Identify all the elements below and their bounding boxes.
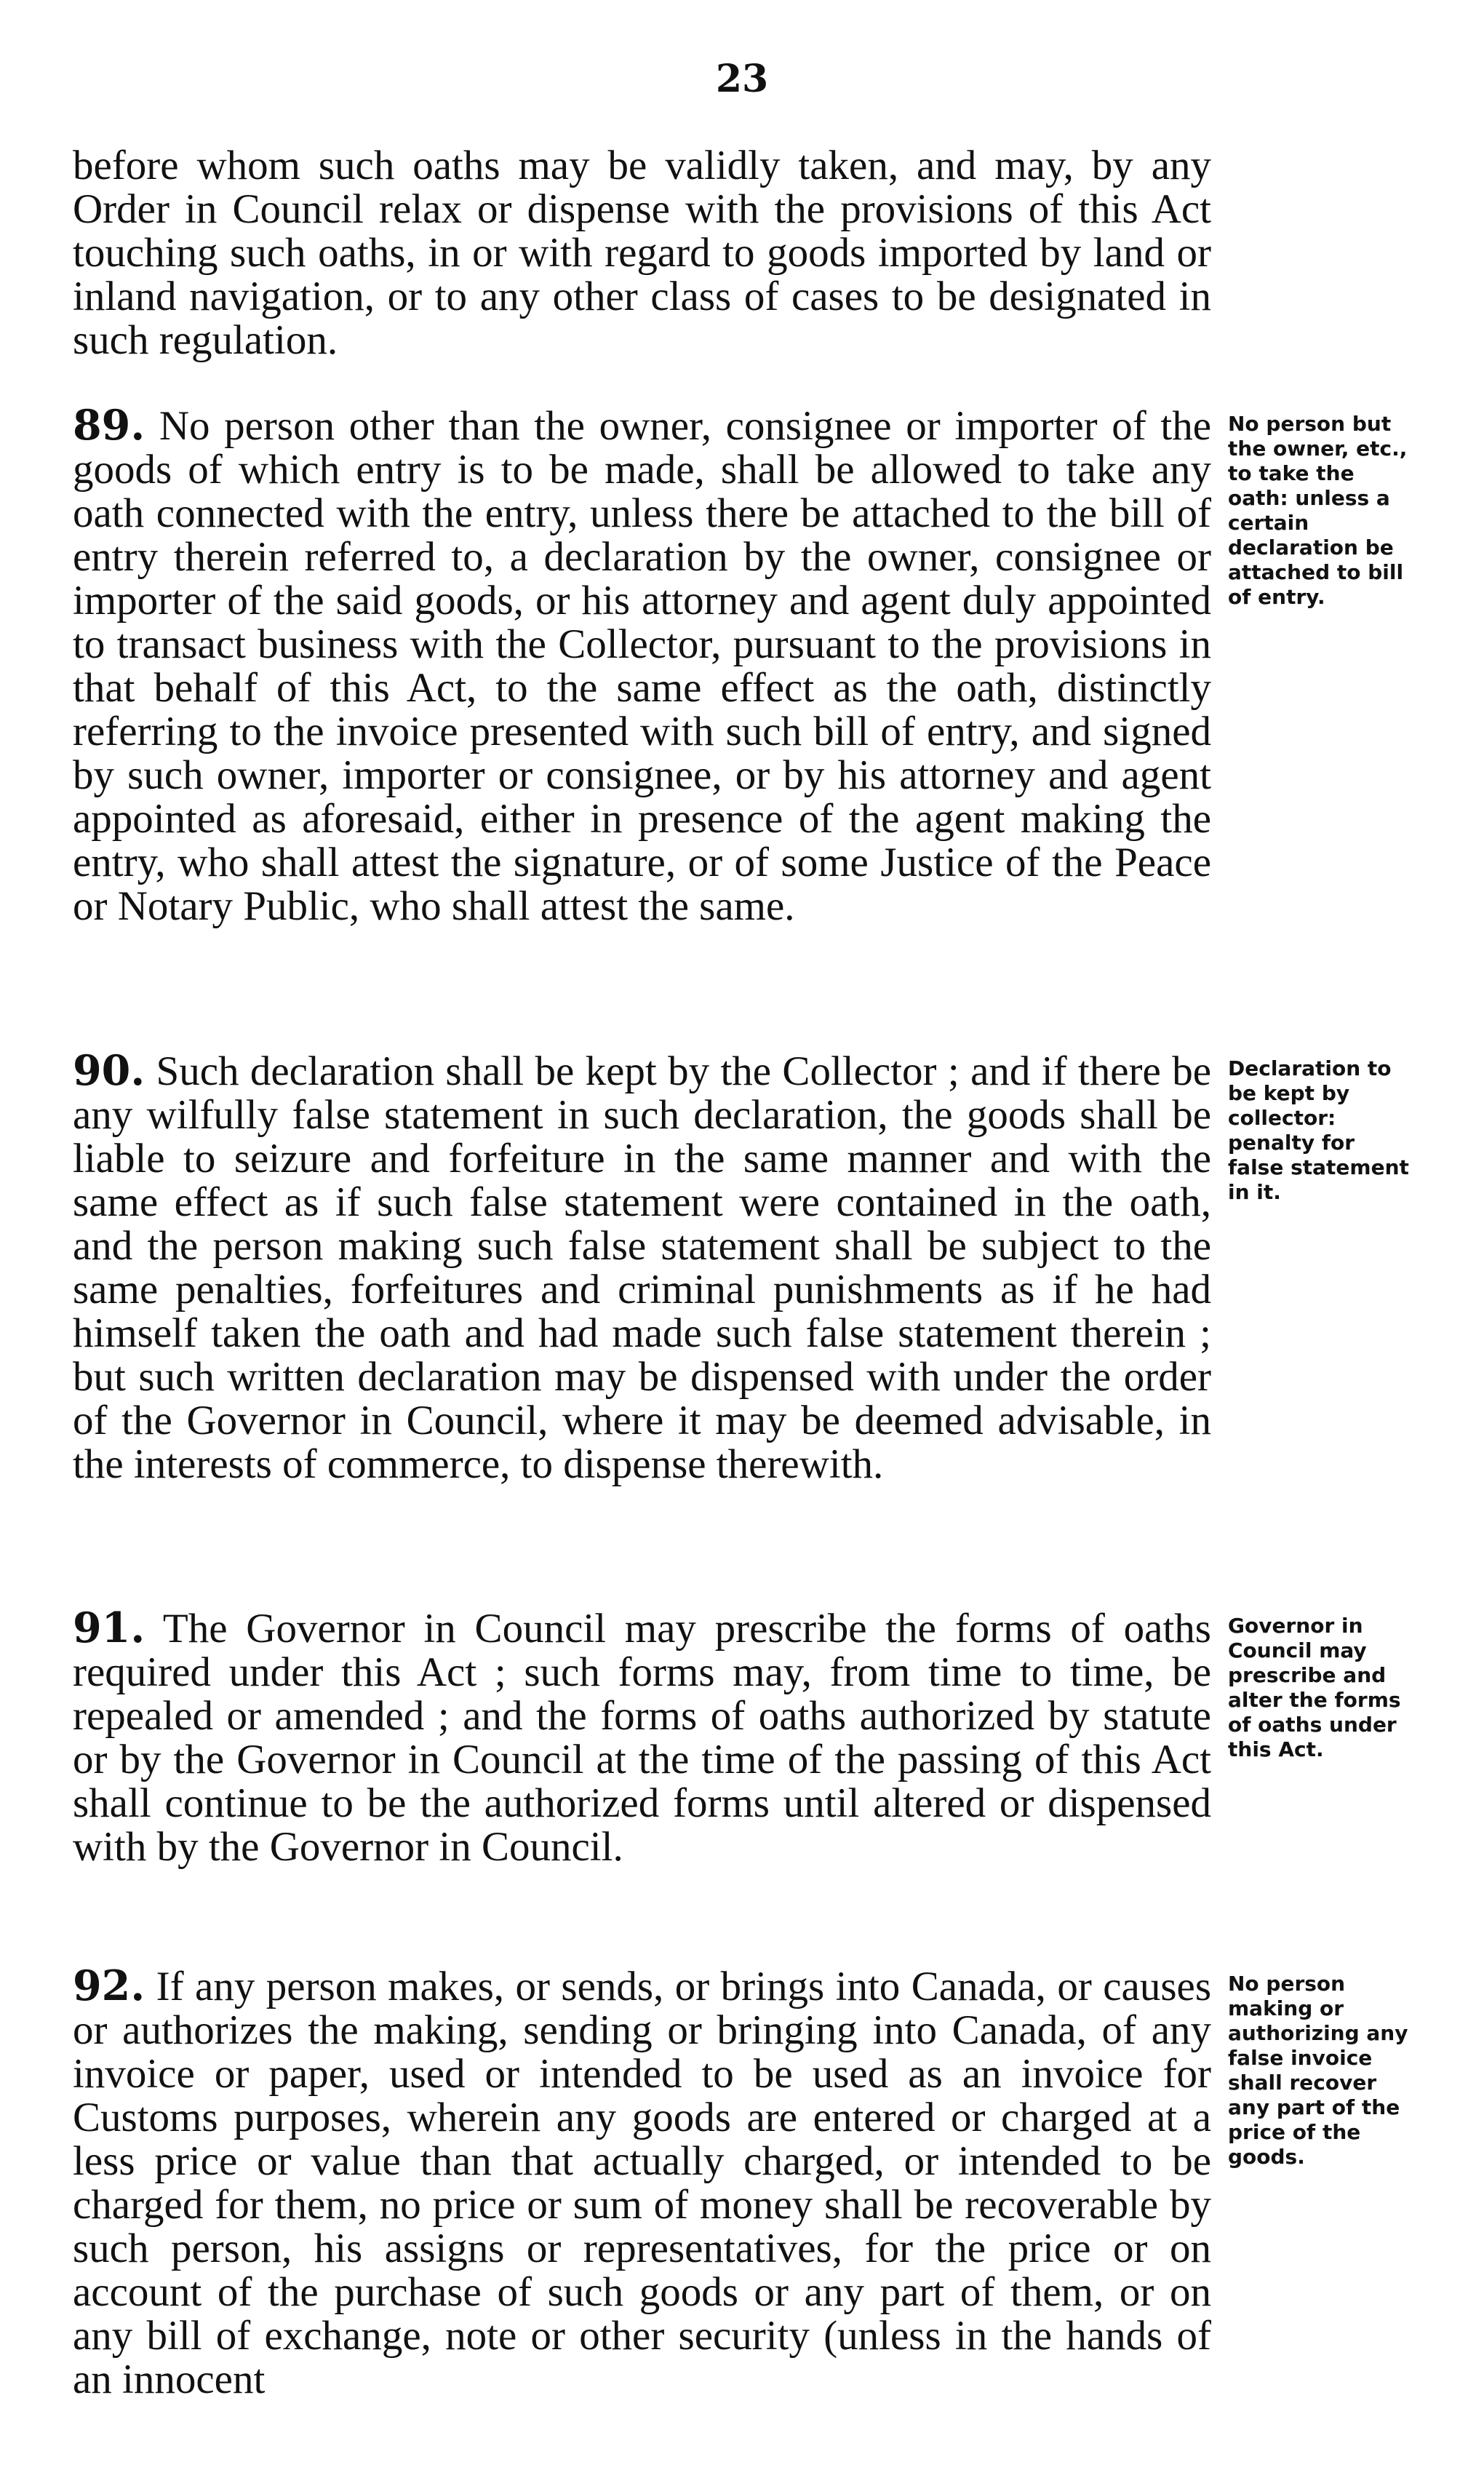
page-number: 23 <box>715 57 769 101</box>
section-91 <box>73 1603 1211 1870</box>
margin-note-92: No person making or authorizing any false invoice shall recover any part of the price of the goods. <box>1228 1972 1408 2169</box>
section-number: 90. <box>73 1046 145 1095</box>
section-number: 92. <box>73 1961 145 2010</box>
section-text: The Governor in Council may prescribe the forms of oaths required under this Act ; such forms may, from time to time, be repealed or amended ; and the forms of oaths authorized by statute or by the Governor in Council at the time of the passing of this Act shall continue to be the authorized forms until altered or dispensed with by the Governor in Council. <box>73 1606 1211 1870</box>
margin-note-90: Declaration to be kept by collector: penalty for false statement in it. <box>1228 1056 1409 1204</box>
section-text: If any person makes, or sends, or brings into Canada, or causes or authorizes the making, sending or bringing into Canada, of any invoice or paper, used or intended to be used as an invoice for Customs purposes, wherein any goods are entered or charged at a less price or value than that actually charged, or intended to be charged for them, no price or sum of money shall be recoverable by such person, his assigns or representatives, for the price or on account of the purchase of such goods or any part of them, or on any bill of exchange, note or other security (unless in the hands of an innocent <box>73 1964 1212 2402</box>
section-89-body <box>73 401 1212 929</box>
intro-text: before whom such oaths may be validly taken, and may, by any Order in Council relax or dispense with the provisions of this Act touching such oaths, in or with regard to goods imported by land or inland navigation, or to any other class of cases to be designated in such regulation. <box>73 143 1211 363</box>
section-92 <box>73 1961 1212 2402</box>
section-number: 91. <box>73 1603 145 1652</box>
section-text: No person other than the owner, consignee or importer of the goods of which entry is to be made, shall be allowed to take any oath connected with the entry, unless there be attached to the bill of entry therein referred to, a declaration by the owner, consignee or importer of the said goods, or his attorney and agent duly appointed to transact business with the Collector, pursuant to the provisions in that behalf of this Act, to the same effect as the oath, distinctly referring to the invoice presented with such bill of entry, and signed by such owner, importer or consignee, or by his attorney and agent appointed as aforesaid, either in presence of the agent making the entry, who shall attest the signature, or of some Justice of the Peace or Notary Public, who shall attest the same. <box>73 403 1212 929</box>
section-90 <box>73 1046 1211 1487</box>
intro-paragraph <box>73 144 1211 362</box>
section-90-body <box>73 1046 1211 1487</box>
section-91-body <box>73 1603 1211 1870</box>
section-89 <box>73 401 1212 929</box>
section-text: Such declaration shall be kept by the Collector ; and if there be any wilfully false statement in such declaration, the goods shall be liable to seizure and forfeiture in the same manner and with the same effect as if such false statement were contained in the oath, and the person making such false statement shall be subject to the same penalties, forfeitures and criminal punishments as if he had himself taken the oath and had made such false statement therein ; but such written declaration may be dispensed with under the order of the Governor in Council, where it may be deemed advisable, in the interests of commerce, to dispense therewith. <box>73 1048 1211 1487</box>
margin-note-91: Governor in Council may prescribe and alter the forms of oaths under this Act. <box>1228 1614 1401 1761</box>
margin-note-89: No person but the owner, etc., to take the oath: unless a certain declaration be attached to bill of entry. <box>1228 412 1408 609</box>
section-number: 89. <box>73 401 145 450</box>
section-92-body <box>73 1961 1212 2402</box>
